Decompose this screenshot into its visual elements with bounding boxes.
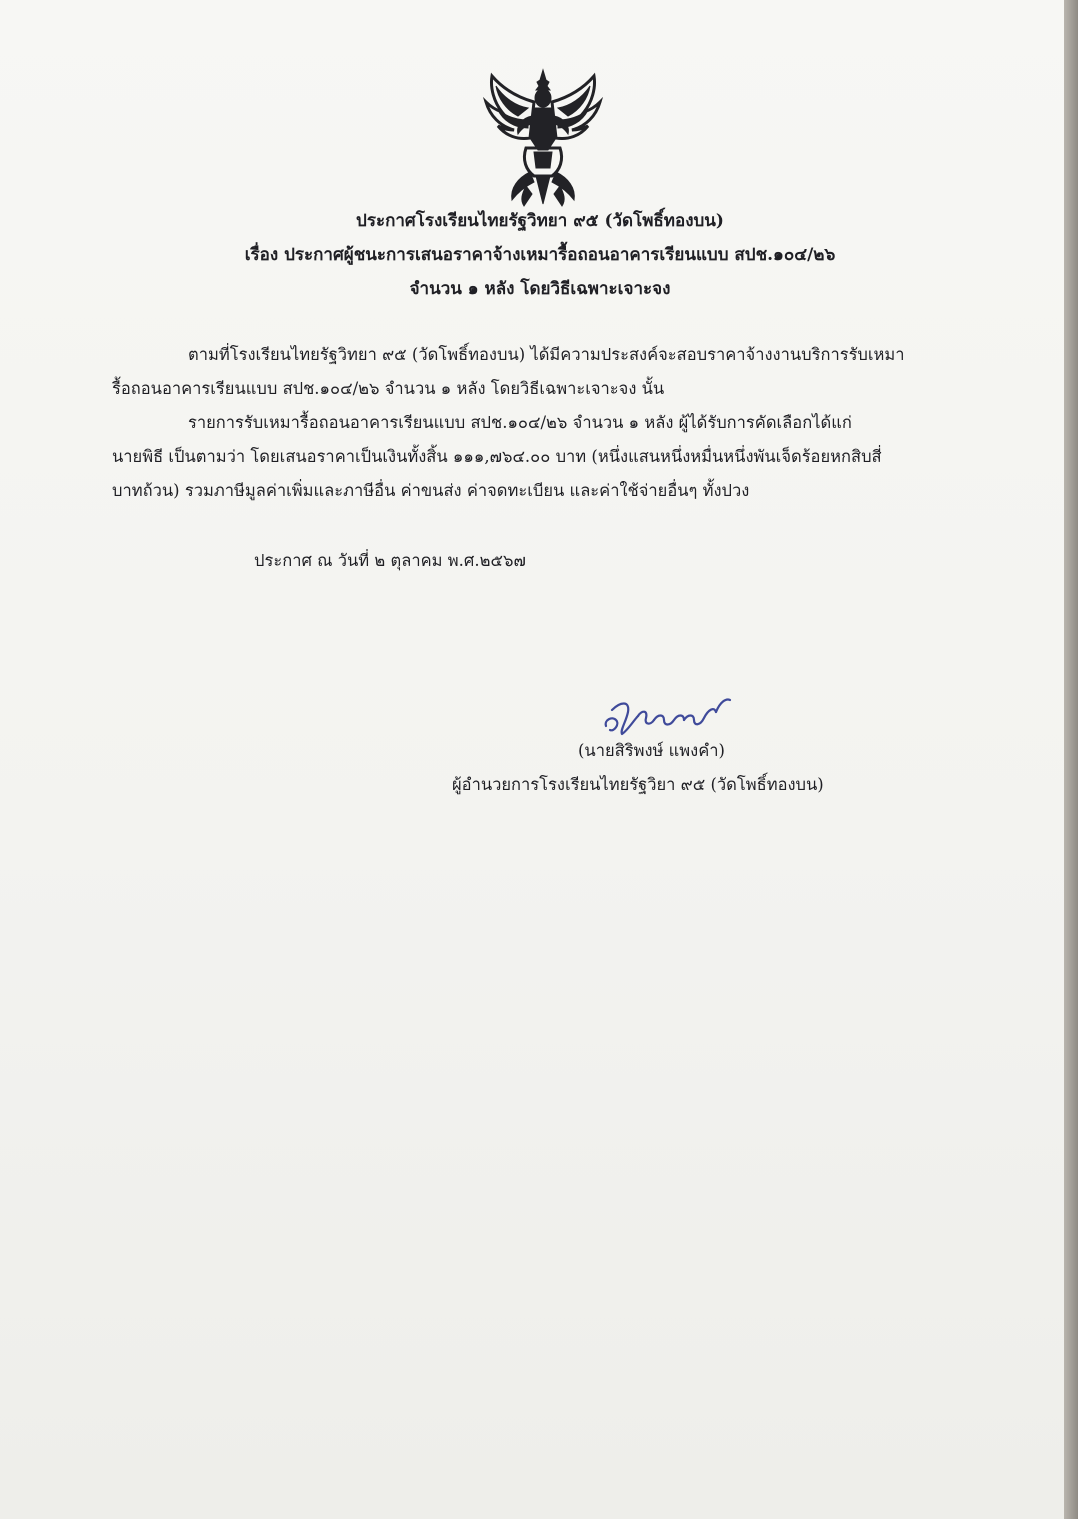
signer-name: (นายสิริพงษ์ แพงคำ) — [578, 741, 725, 760]
paragraph2-line2: นายพิธี เป็นตามว่า โดยเสนอราคาเป็นเงินทั้งสิ้น ๑๑๑,๗๖๔.๐๐ บาท (หนึ่งแสนหนึ่งหมื่นหนึ่งพันเจ็ดร้อยหกสิบสี่ — [112, 447, 882, 466]
paragraph1-line2: รื้อถอนอาคารเรียนแบบ สปช.๑๐๔/๒๖ จำนวน ๑ หลัง โดยวิธีเฉพาะเจาะจง นั้น — [112, 379, 665, 398]
garuda-emblem-icon — [482, 68, 604, 208]
notice-title: ประกาศโรงเรียนไทยรัฐวิทยา ๙๕ (วัดโพธิ์ทองบน) — [356, 211, 724, 231]
paragraph2-line3: บาทถ้วน) รวมภาษีมูลค่าเพิ่มและภาษีอื่น ค่าขนส่ง ค่าจดทะเบียน และค่าใช้จ่ายอื่นๆ ทั้งปวง — [112, 481, 750, 500]
notice-quantity-method: จำนวน ๑ หลัง โดยวิธีเฉพาะเจาะจง — [409, 279, 671, 299]
signer-position: ผู้อำนวยการโรงเรียนไทยรัฐวิยา ๙๕ (วัดโพธิ์ทองบน) — [452, 775, 824, 794]
notice-subject: เรื่อง ประกาศผู้ชนะการเสนอราคาจ้างเหมารื้อถอนอาคารเรียนแบบ สปช.๑๐๔/๒๖ — [244, 245, 836, 265]
paragraph2-line1: รายการรับเหมารื้อถอนอาคารเรียนแบบ สปช.๑๐๔/๒๖ จำนวน ๑ หลัง ผู้ได้รับการคัดเลือกได้แก่ — [188, 413, 852, 432]
paragraph1-line1: ตามที่โรงเรียนไทยรัฐวิทยา ๙๕ (วัดโพธิ์ทองบน) ได้มีความประสงค์จะสอบราคาจ้างงานบริการรับเหมา — [188, 345, 905, 364]
announcement-date: ประกาศ ณ วันที่ ๒ ตุลาคม พ.ศ.๒๕๖๗ — [254, 551, 526, 570]
paper-edge — [1064, 0, 1078, 1519]
handwritten-signature — [598, 690, 738, 742]
